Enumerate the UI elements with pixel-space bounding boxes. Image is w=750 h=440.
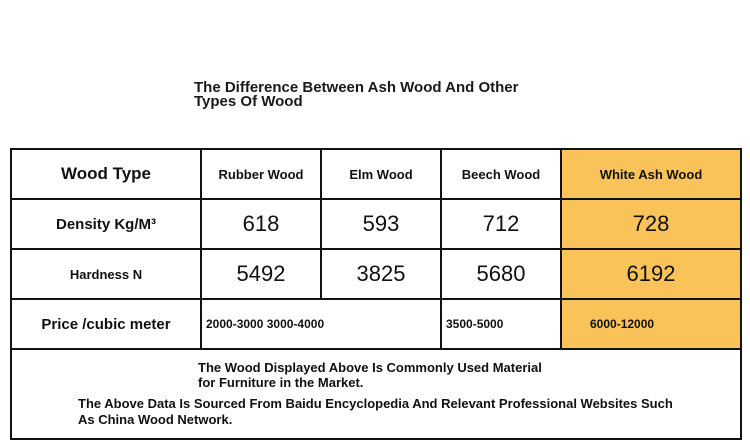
table-row-price: [11, 299, 741, 349]
cell-hardness-ash: 6192: [561, 249, 741, 299]
table-header-row: [11, 149, 741, 199]
footer-note-usage-line-2: for Furniture in the Market.: [198, 375, 364, 390]
cell-hardness-beech: 5680: [441, 249, 561, 299]
footer-note-source-line-2: As China Wood Network.: [78, 412, 233, 427]
footer-note-source: [78, 396, 698, 428]
cell-density-rubber: 618: [201, 199, 321, 249]
price-elm: 3000-4000: [266, 317, 325, 331]
cell-price-beech: 3500-5000: [441, 299, 561, 349]
wood-comparison-table: [10, 148, 742, 440]
table-row-hardness: [11, 249, 741, 299]
price-ash: 6000-12000: [590, 317, 655, 331]
row-label-hardness: Hardness N: [11, 249, 201, 299]
title-line-2: Types Of Wood: [194, 93, 303, 110]
table-row-density: [11, 199, 741, 249]
title-line-1: The Difference Between Ash Wood And Other: [194, 79, 519, 96]
table-footer-row: [11, 349, 741, 439]
cell-density-elm: 593: [321, 199, 441, 249]
cell-price-ash: [561, 299, 741, 349]
cell-price-rubber-elm: [201, 299, 441, 349]
header-beech-wood: Beech Wood: [441, 149, 561, 199]
row-label-density: Density Kg/M³: [11, 199, 201, 249]
header-elm-wood: Elm Wood: [321, 149, 441, 199]
cell-density-beech: 712: [441, 199, 561, 249]
footer-notes: [11, 349, 741, 439]
cell-hardness-rubber: 5492: [201, 249, 321, 299]
header-rubber-wood: Rubber Wood: [201, 149, 321, 199]
cell-density-ash: 728: [561, 199, 741, 249]
header-wood-type: Wood Type: [11, 149, 201, 199]
page-title: [194, 81, 564, 109]
header-white-ash-wood: White Ash Wood: [561, 149, 741, 199]
row-label-price: Price /cubic meter: [11, 299, 201, 349]
footer-note-usage-line-1: The Wood Displayed Above Is Commonly Used Material: [198, 360, 542, 375]
price-rubber: 2000-3000: [206, 317, 264, 331]
footer-note-source-line-1: The Above Data Is Sourced From Baidu Encyclopedia And Relevant Professional Websites Such: [78, 396, 673, 411]
footer-note-usage: [198, 360, 578, 390]
cell-hardness-elm: 3825: [321, 249, 441, 299]
